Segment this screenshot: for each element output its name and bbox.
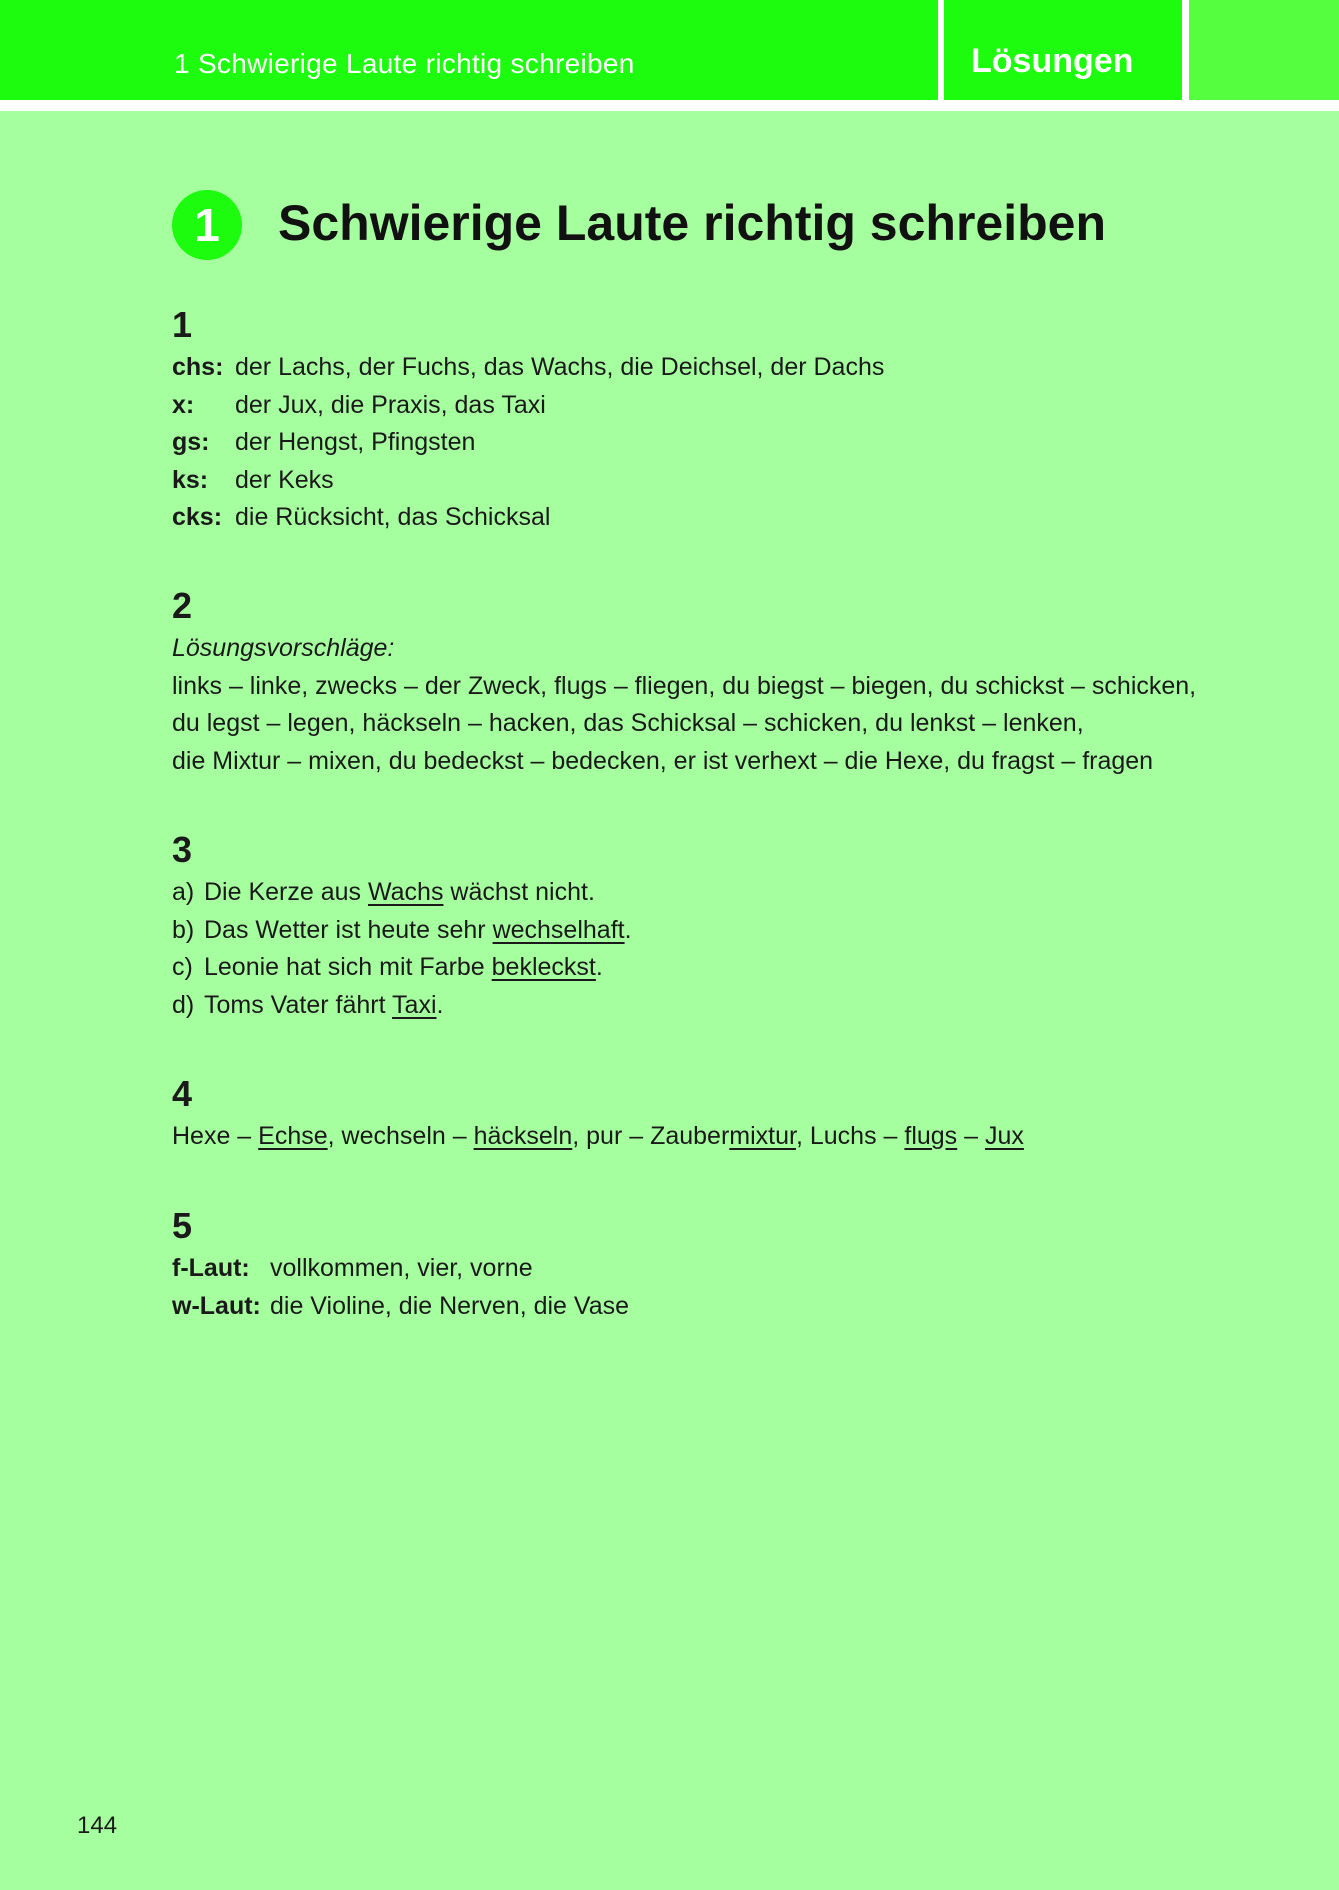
- suggestions-intro: Lösungsvorschläge:: [172, 634, 395, 662]
- term-label: x:: [172, 390, 195, 419]
- underlined-word: Taxi: [392, 990, 437, 1019]
- term-label: gs:: [172, 428, 210, 456]
- item-label: b): [172, 915, 195, 944]
- underlined-word: Wachs: [367, 878, 444, 906]
- section-number: 2: [172, 585, 193, 626]
- item-label: c): [172, 953, 193, 981]
- line-text: , pur – Zauber: [572, 1122, 730, 1150]
- underlined-word: häckseln: [473, 1122, 573, 1150]
- sentence-item: [172, 912, 632, 950]
- sentence-text: Das Wetter ist heute sehr: [204, 915, 493, 944]
- header-tag-label: Lösungen: [971, 42, 1134, 80]
- sentence-text: Toms Vater fährt: [204, 990, 393, 1019]
- answer-line: die Mixtur – mixen, du bedeckst – bedecken, er ist verhext – die Hexe, du fragst – fragen: [172, 746, 1154, 775]
- sentence-text: .: [436, 990, 444, 1019]
- underlined-word: flugs: [904, 1122, 958, 1150]
- item-label: d): [172, 990, 195, 1019]
- sentence-text: .: [624, 915, 632, 944]
- term-answer: der Keks: [235, 465, 334, 494]
- section-number: 5: [172, 1205, 193, 1246]
- section-1: [172, 303, 884, 537]
- chapter-number-badge: 1: [172, 190, 242, 260]
- section-3: [172, 828, 632, 1024]
- header-title: 1 Schwierige Laute richtig schreiben: [174, 48, 635, 79]
- term-label: w-Laut:: [172, 1291, 261, 1320]
- header-end-block: [1189, 0, 1339, 100]
- sentence-text: .: [595, 953, 603, 981]
- item-label: a): [172, 878, 195, 906]
- line-text: , wechseln –: [327, 1122, 474, 1150]
- underlined-word: bekleckst: [491, 953, 596, 981]
- header-divider: [0, 100, 1339, 111]
- term-label: chs:: [172, 353, 224, 381]
- term-answer: die Rücksicht, das Schicksal: [235, 503, 551, 531]
- sentence-item: [172, 874, 632, 912]
- sentence-text: Die Kerze aus: [204, 878, 368, 906]
- answer-line: du legst – legen, häckseln – hacken, das Schicksal – schicken, du lenkst – lenken,: [172, 709, 1084, 737]
- header-tag: [944, 0, 1182, 100]
- answer-row: [172, 499, 884, 537]
- underlined-word: mixtur: [729, 1122, 796, 1150]
- term-answer: der Jux, die Praxis, das Taxi: [235, 390, 546, 419]
- sentence-item: [172, 987, 632, 1025]
- answer-row: [172, 349, 884, 387]
- line-text: Hexe –: [172, 1122, 259, 1150]
- term-answer: vollkommen, vier, vorne: [270, 1254, 533, 1282]
- answer-row: [172, 387, 884, 425]
- word-pairs-line: [172, 1118, 1024, 1156]
- section-number: 4: [172, 1073, 193, 1114]
- term-answer: der Hengst, Pfingsten: [235, 428, 476, 456]
- term-label: f-Laut:: [172, 1254, 250, 1282]
- section-number: 3: [172, 829, 193, 870]
- term-answer: der Lachs, der Fuchs, das Wachs, die Deichsel, der Dachs: [235, 353, 885, 381]
- page-header: [0, 0, 1339, 100]
- line-text: , Luchs –: [795, 1122, 905, 1150]
- section-number: 1: [172, 304, 193, 345]
- chapter-title: Schwierige Laute richtig schreiben: [278, 195, 1107, 251]
- sentence-text: Leonie hat sich mit Farbe: [204, 953, 492, 981]
- header-bar: [0, 0, 938, 100]
- underlined-word: Echse: [258, 1122, 328, 1150]
- answer-row: [172, 1250, 629, 1288]
- answer-row: [172, 1288, 629, 1326]
- answer-row: [172, 462, 884, 500]
- section-4: [172, 1072, 1024, 1156]
- underlined-word: Jux: [984, 1122, 1024, 1150]
- underlined-word: wechselhaft: [492, 915, 625, 944]
- term-label: cks:: [172, 503, 223, 531]
- answer-line: links – linke, zwecks – der Zweck, flugs – fliegen, du biegst – biegen, du schickst – schicken,: [172, 671, 1197, 700]
- sentence-item: [172, 949, 632, 987]
- answer-row: [172, 424, 884, 462]
- term-answer: die Violine, die Nerven, die Vase: [270, 1291, 630, 1320]
- section-5: [172, 1204, 629, 1325]
- section-2: [172, 584, 1196, 780]
- sentence-text: wächst nicht.: [443, 878, 595, 906]
- term-label: ks:: [172, 465, 209, 494]
- page-number: 144: [77, 1812, 118, 1839]
- line-text: –: [957, 1122, 985, 1150]
